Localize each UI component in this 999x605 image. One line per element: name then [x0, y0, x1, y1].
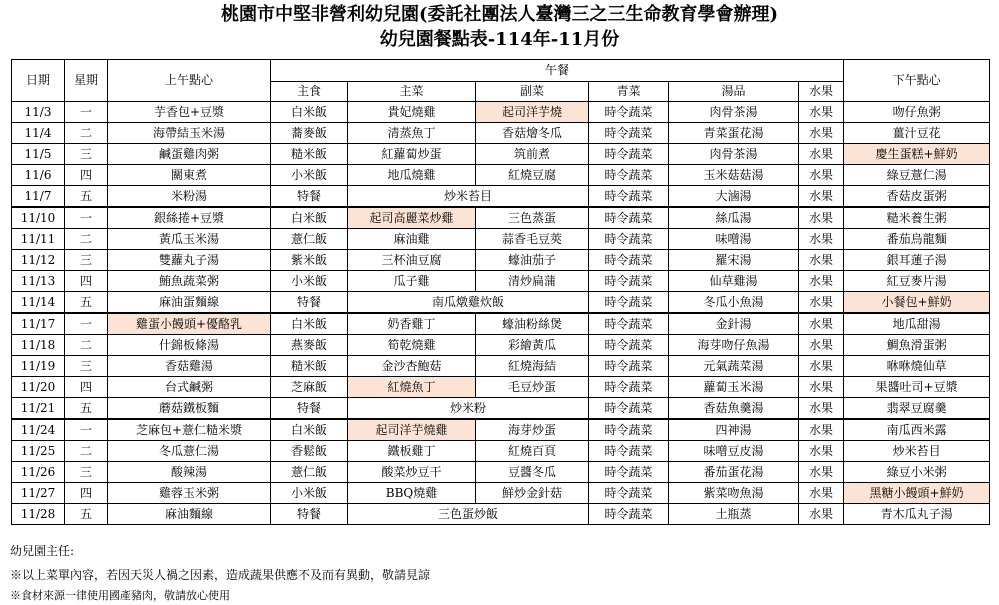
morning-snack-cell: 雞蛋小饅頭+優酪乳 [108, 313, 271, 335]
soup-cell: 大滷湯 [669, 186, 799, 208]
fruit-cell: 水果 [799, 356, 844, 377]
fruit-cell: 水果 [799, 250, 844, 271]
table-row [12, 292, 990, 314]
main-dish-cell: BBQ燒雞 [348, 483, 476, 504]
vegetable-cell: 時令蔬菜 [589, 123, 669, 144]
date-cell: 11/27 [12, 483, 65, 504]
side-dish-cell: 蠔油茄子 [476, 250, 589, 271]
fruit-cell: 水果 [799, 335, 844, 356]
afternoon-snack-cell: 小餐包+鮮奶 [844, 292, 990, 314]
staple-cell: 薏仁飯 [271, 462, 348, 483]
side-dish-cell: 海芽炒蛋 [476, 419, 589, 441]
vegetable-cell: 時令蔬菜 [589, 207, 669, 229]
fruit-cell: 水果 [799, 102, 844, 123]
morning-snack-cell: 芝麻包+薏仁糙米漿 [108, 419, 271, 441]
side-dish-cell: 紅燒海結 [476, 356, 589, 377]
afternoon-snack-cell: 番茄烏龍麵 [844, 229, 990, 250]
morning-snack-cell: 鮪魚蔬菜粥 [108, 271, 271, 292]
soup-cell: 蘿蔔玉米湯 [669, 377, 799, 398]
vegetable-cell: 時令蔬菜 [589, 377, 669, 398]
afternoon-snack-cell: 黑糖小饅頭+鮮奶 [844, 483, 990, 504]
weekday-cell: 三 [65, 462, 108, 483]
fruit-cell: 水果 [799, 483, 844, 504]
fruit-cell: 水果 [799, 398, 844, 420]
weekday-cell: 二 [65, 335, 108, 356]
afternoon-snack-cell: 咻咻燒仙草 [844, 356, 990, 377]
date-cell: 11/21 [12, 398, 65, 420]
main-dish-cell: 筍乾燒雞 [348, 335, 476, 356]
vegetable-cell: 時令蔬菜 [589, 504, 669, 525]
fruit-cell: 水果 [799, 123, 844, 144]
side-dish-cell: 蒜香毛豆莢 [476, 229, 589, 250]
fruit-cell: 水果 [799, 292, 844, 314]
vegetable-cell: 時令蔬菜 [589, 186, 669, 208]
soup-cell: 玉米菇菇湯 [669, 165, 799, 186]
soup-cell: 海芽吻仔魚湯 [669, 335, 799, 356]
table-row [12, 356, 990, 377]
vegetable-cell: 時令蔬菜 [589, 398, 669, 420]
weekday-cell: 二 [65, 229, 108, 250]
staple-cell: 特餐 [271, 186, 348, 208]
fruit-cell: 水果 [799, 207, 844, 229]
vegetable-cell: 時令蔬菜 [589, 271, 669, 292]
main-dish-cell: 紅燒魚丁 [348, 377, 476, 398]
date-cell: 11/18 [12, 335, 65, 356]
vegetable-cell: 時令蔬菜 [589, 102, 669, 123]
soup-cell: 絲瓜湯 [669, 207, 799, 229]
staple-cell: 蕎麥飯 [271, 123, 348, 144]
table-row [12, 441, 990, 462]
main-dish-cell: 起司洋芋燒雞 [348, 419, 476, 441]
date-cell: 11/13 [12, 271, 65, 292]
afternoon-snack-cell: 慶生蛋糕+鮮奶 [844, 144, 990, 165]
food-source-note: ※食材來源一律使用國產豬肉，敬請放心使用 [10, 589, 230, 602]
header-morning-snack: 上午點心 [108, 60, 271, 102]
table-row [12, 504, 990, 525]
soup-cell: 味噌豆皮湯 [669, 441, 799, 462]
side-dish-cell: 彩繪黃瓜 [476, 335, 589, 356]
date-cell: 11/5 [12, 144, 65, 165]
staple-cell: 糙米飯 [271, 144, 348, 165]
date-cell: 11/24 [12, 419, 65, 441]
morning-snack-cell: 雞蓉玉米粥 [108, 483, 271, 504]
side-dish-cell: 紅燒百頁 [476, 441, 589, 462]
header-afternoon-snack: 下午點心 [844, 60, 990, 102]
main-dish-cell: 麻油雞 [348, 229, 476, 250]
soup-cell: 味噌湯 [669, 229, 799, 250]
morning-snack-cell: 麻油蛋麵線 [108, 292, 271, 314]
staple-cell: 小米飯 [271, 165, 348, 186]
table-row [12, 419, 990, 441]
main-dish-cell: 清蒸魚丁 [348, 123, 476, 144]
weekday-cell: 五 [65, 398, 108, 420]
staple-cell: 燕麥飯 [271, 335, 348, 356]
main-dish-cell: 三杯油豆腐 [348, 250, 476, 271]
page-title: 桃園市中堅非營利幼兒園(委託社團法人臺灣三之三生命教育學會辦理) [220, 4, 779, 25]
staple-cell: 特餐 [271, 398, 348, 420]
date-cell: 11/4 [12, 123, 65, 144]
afternoon-snack-cell: 翡翠豆腐羹 [844, 398, 990, 420]
soup-cell: 金針湯 [669, 313, 799, 335]
morning-snack-cell: 芋香包+豆漿 [108, 102, 271, 123]
fruit-cell: 水果 [799, 441, 844, 462]
vegetable-cell: 時令蔬菜 [589, 292, 669, 314]
weekday-cell: 三 [65, 356, 108, 377]
table-row [12, 462, 990, 483]
table-row [12, 398, 990, 420]
afternoon-snack-cell: 紅豆麥片湯 [844, 271, 990, 292]
weekday-cell: 一 [65, 313, 108, 335]
main-dish-cell: 起司高麗菜炒雞 [348, 207, 476, 229]
fruit-cell: 水果 [799, 504, 844, 525]
main-dish-cell: 鐵板雞丁 [348, 441, 476, 462]
staple-cell: 小米飯 [271, 483, 348, 504]
date-cell: 11/19 [12, 356, 65, 377]
date-cell: 11/7 [12, 186, 65, 208]
weekday-cell: 五 [65, 292, 108, 314]
morning-snack-cell: 黃瓜玉米湯 [108, 229, 271, 250]
table-row [12, 271, 990, 292]
weekday-cell: 四 [65, 271, 108, 292]
date-cell: 11/14 [12, 292, 65, 314]
header-lunch: 午餐 [271, 60, 844, 82]
afternoon-snack-cell: 吻仔魚粥 [844, 102, 990, 123]
header-weekday: 星期 [65, 60, 108, 102]
afternoon-snack-cell: 炒米苔目 [844, 441, 990, 462]
side-dish-cell: 鮮炒金針菇 [476, 483, 589, 504]
morning-snack-cell: 酸辣湯 [108, 462, 271, 483]
fruit-cell: 水果 [799, 229, 844, 250]
afternoon-snack-cell: 薑汁豆花 [844, 123, 990, 144]
side-dish-cell: 香菇燴冬瓜 [476, 123, 589, 144]
date-cell: 11/12 [12, 250, 65, 271]
fruit-cell: 水果 [799, 377, 844, 398]
morning-snack-cell: 海帶結玉米湯 [108, 123, 271, 144]
vegetable-cell: 時令蔬菜 [589, 462, 669, 483]
staple-cell: 白米飯 [271, 419, 348, 441]
soup-cell: 肉骨茶湯 [669, 144, 799, 165]
staple-cell: 香鬆飯 [271, 441, 348, 462]
afternoon-snack-cell: 綠豆小米粥 [844, 462, 990, 483]
afternoon-snack-cell: 南瓜西米露 [844, 419, 990, 441]
table-row [12, 186, 990, 208]
staple-cell: 白米飯 [271, 102, 348, 123]
side-dish-cell: 紅燒豆腐 [476, 165, 589, 186]
weekday-cell: 四 [65, 483, 108, 504]
table-row [12, 123, 990, 144]
fruit-cell: 水果 [799, 144, 844, 165]
soup-cell: 羅宋湯 [669, 250, 799, 271]
afternoon-snack-cell: 地瓜甜湯 [844, 313, 990, 335]
afternoon-snack-cell: 綠豆薏仁湯 [844, 165, 990, 186]
date-cell: 11/10 [12, 207, 65, 229]
header-side-dish: 副菜 [476, 82, 589, 102]
staple-cell: 芝麻飯 [271, 377, 348, 398]
morning-snack-cell: 蘑菇鐵板麵 [108, 398, 271, 420]
weekday-cell: 一 [65, 207, 108, 229]
soup-cell: 四神湯 [669, 419, 799, 441]
soup-cell: 仙草雞湯 [669, 271, 799, 292]
header-fruit: 水果 [799, 82, 844, 102]
table-row [12, 335, 990, 356]
main-dish-cell: 奶香雞丁 [348, 313, 476, 335]
combined-dish-cell: 炒米苔目 [348, 186, 589, 208]
disclaimer-note: ※以上菜單內容，若因天災人禍之因素，造成蔬果供應不及而有異動，敬請見諒 [10, 568, 431, 582]
morning-snack-cell: 關東煮 [108, 165, 271, 186]
afternoon-snack-cell: 香菇皮蛋粥 [844, 186, 990, 208]
date-cell: 11/26 [12, 462, 65, 483]
morning-snack-cell: 麻油麵線 [108, 504, 271, 525]
meal-table [11, 59, 990, 525]
soup-cell: 土瓶蒸 [669, 504, 799, 525]
side-dish-cell: 清炒扁蒲 [476, 271, 589, 292]
header-soup: 湯品 [669, 82, 799, 102]
weekday-cell: 三 [65, 250, 108, 271]
weekday-cell: 五 [65, 186, 108, 208]
table-row [12, 102, 990, 123]
afternoon-snack-cell: 糙米養生粥 [844, 207, 990, 229]
vegetable-cell: 時令蔬菜 [589, 144, 669, 165]
vegetable-cell: 時令蔬菜 [589, 335, 669, 356]
weekday-cell: 四 [65, 377, 108, 398]
morning-snack-cell: 冬瓜薏仁湯 [108, 441, 271, 462]
morning-snack-cell: 米粉湯 [108, 186, 271, 208]
staple-cell: 糙米飯 [271, 356, 348, 377]
main-dish-cell: 瓜子雞 [348, 271, 476, 292]
soup-cell: 冬瓜小魚湯 [669, 292, 799, 314]
fruit-cell: 水果 [799, 271, 844, 292]
date-cell: 11/20 [12, 377, 65, 398]
side-dish-cell: 毛豆炒蛋 [476, 377, 589, 398]
weekday-cell: 一 [65, 419, 108, 441]
morning-snack-cell: 香菇雞湯 [108, 356, 271, 377]
staple-cell: 白米飯 [271, 313, 348, 335]
fruit-cell: 水果 [799, 165, 844, 186]
afternoon-snack-cell: 鯛魚滑蛋粥 [844, 335, 990, 356]
vegetable-cell: 時令蔬菜 [589, 313, 669, 335]
fruit-cell: 水果 [799, 462, 844, 483]
afternoon-snack-cell: 銀耳蓮子湯 [844, 250, 990, 271]
weekday-cell: 二 [65, 123, 108, 144]
vegetable-cell: 時令蔬菜 [589, 441, 669, 462]
soup-cell: 青菜蛋花湯 [669, 123, 799, 144]
vegetable-cell: 時令蔬菜 [589, 356, 669, 377]
vegetable-cell: 時令蔬菜 [589, 250, 669, 271]
vegetable-cell: 時令蔬菜 [589, 165, 669, 186]
side-dish-cell: 筑前煮 [476, 144, 589, 165]
date-cell: 11/6 [12, 165, 65, 186]
date-cell: 11/28 [12, 504, 65, 525]
main-dish-cell: 地瓜燒雞 [348, 165, 476, 186]
date-cell: 11/11 [12, 229, 65, 250]
header-date: 日期 [12, 60, 65, 102]
combined-dish-cell: 南瓜燉雞炊飯 [348, 292, 589, 314]
vegetable-cell: 時令蔬菜 [589, 419, 669, 441]
weekday-cell: 一 [65, 102, 108, 123]
side-dish-cell: 蠔油粉絲煲 [476, 313, 589, 335]
date-cell: 11/25 [12, 441, 65, 462]
staple-cell: 特餐 [271, 292, 348, 314]
soup-cell: 紫菜吻魚湯 [669, 483, 799, 504]
soup-cell: 元氣蔬菜湯 [669, 356, 799, 377]
combined-dish-cell: 三色蛋炒飯 [348, 504, 589, 525]
morning-snack-cell: 台式鹹粥 [108, 377, 271, 398]
weekday-cell: 四 [65, 165, 108, 186]
table-row [12, 229, 990, 250]
staple-cell: 小米飯 [271, 271, 348, 292]
fruit-cell: 水果 [799, 419, 844, 441]
fruit-cell: 水果 [799, 186, 844, 208]
weekday-cell: 五 [65, 504, 108, 525]
staple-cell: 紫米飯 [271, 250, 348, 271]
table-row [12, 207, 990, 229]
side-dish-cell: 起司洋芋燒 [476, 102, 589, 123]
date-cell: 11/17 [12, 313, 65, 335]
vegetable-cell: 時令蔬菜 [589, 229, 669, 250]
main-dish-cell: 酸菜炒豆干 [348, 462, 476, 483]
main-dish-cell: 金沙杏鮑菇 [348, 356, 476, 377]
soup-cell: 肉骨茶湯 [669, 102, 799, 123]
side-dish-cell: 三色蒸蛋 [476, 207, 589, 229]
morning-snack-cell: 什錦板條湯 [108, 335, 271, 356]
header-vegetable: 青菜 [589, 82, 669, 102]
table-row [12, 483, 990, 504]
fruit-cell: 水果 [799, 313, 844, 335]
weekday-cell: 二 [65, 441, 108, 462]
soup-cell: 番茄蛋花湯 [669, 462, 799, 483]
date-cell: 11/3 [12, 102, 65, 123]
side-dish-cell: 豆醬冬瓜 [476, 462, 589, 483]
afternoon-snack-cell: 青木瓜丸子湯 [844, 504, 990, 525]
table-row [12, 250, 990, 271]
table-row [12, 165, 990, 186]
soup-cell: 香菇魚羹湯 [669, 398, 799, 420]
table-row [12, 144, 990, 165]
morning-snack-cell: 鹹蛋雞肉粥 [108, 144, 271, 165]
staple-cell: 特餐 [271, 504, 348, 525]
main-dish-cell: 貴妃燒雞 [348, 102, 476, 123]
weekday-cell: 三 [65, 144, 108, 165]
header-main-dish: 主菜 [348, 82, 476, 102]
main-dish-cell: 紅蘿蔔炒蛋 [348, 144, 476, 165]
page-subtitle: 幼兒園餐點表-114年-11月份 [379, 29, 620, 50]
header-staple: 主食 [271, 82, 348, 102]
staple-cell: 薏仁飯 [271, 229, 348, 250]
afternoon-snack-cell: 果醬吐司+豆漿 [844, 377, 990, 398]
table-row [12, 313, 990, 335]
staple-cell: 白米飯 [271, 207, 348, 229]
director-signature-line: 幼兒園主任: [10, 544, 75, 558]
morning-snack-cell: 雙蘿丸子湯 [108, 250, 271, 271]
morning-snack-cell: 銀絲捲+豆漿 [108, 207, 271, 229]
vegetable-cell: 時令蔬菜 [589, 483, 669, 504]
table-row [12, 377, 990, 398]
combined-dish-cell: 炒米粉 [348, 398, 589, 420]
